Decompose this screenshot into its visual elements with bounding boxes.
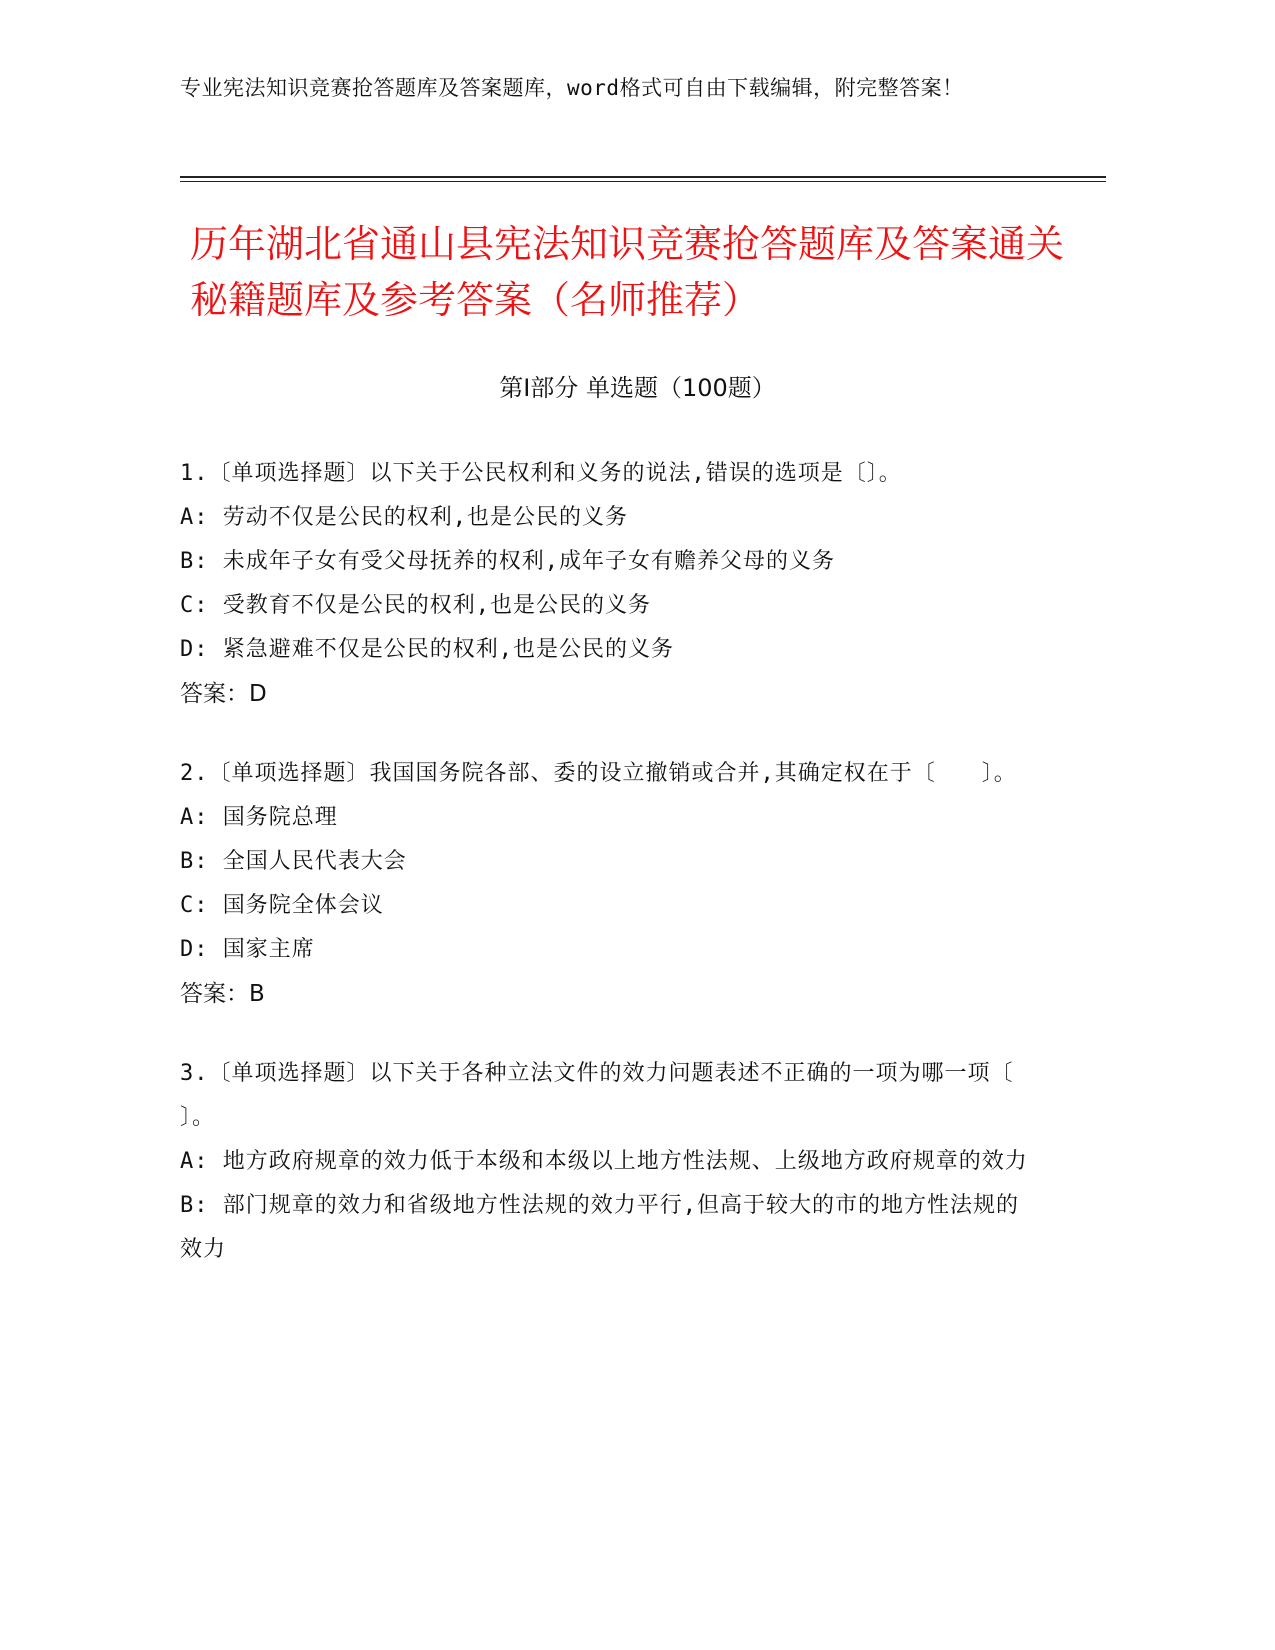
header-note: 专业宪法知识竞赛抢答题库及答案题库，word格式可自由下载编辑，附完整答案！	[180, 76, 964, 100]
header-rule-thick	[180, 176, 1106, 178]
question-stem: 1.〔单项选择题〕以下关于公民权利和义务的说法,错误的选项是〔〕。	[180, 461, 902, 486]
option-d: D: 国家主席	[180, 937, 315, 962]
option-a: A: 地方政府规章的效力低于本级和本级以上地方性法规、上级地方政府规章的效力	[180, 1149, 1028, 1174]
section-title: 第Ⅰ部分 单选题（100题）	[499, 374, 776, 402]
option-d: D: 紧急避难不仅是公民的权利,也是公民的义务	[180, 637, 674, 662]
question-2	[180, 752, 1040, 1016]
question-stem: 3.〔单项选择题〕以下关于各种立法文件的效力问题表述不正确的一项为哪一项〔 〕。	[180, 1061, 1060, 1130]
answer-text: 答案：D	[180, 681, 267, 707]
option-b: B: 部门规章的效力和省级地方性法规的效力平行,但高于较大的市的地方性法规的效力	[180, 1193, 1019, 1262]
option-b: B: 全国人民代表大会	[180, 849, 407, 874]
question-1	[180, 452, 1040, 716]
document-title: 历年湖北省通山县宪法知识竞赛抢答题库及答案通关秘籍题库及参考答案（名师推荐）	[190, 222, 1065, 322]
option-c: C: 国务院全体会议	[180, 893, 384, 918]
question-stem: 2.〔单项选择题〕我国国务院各部、委的设立撤销或合并,其确定权在于〔 〕。	[180, 761, 1017, 786]
option-a: A: 国务院总理	[180, 805, 338, 830]
header-rule-thin	[180, 181, 1106, 182]
answer-text: 答案：B	[180, 981, 265, 1007]
option-a: A: 劳动不仅是公民的权利,也是公民的义务	[180, 505, 628, 530]
option-c: C: 受教育不仅是公民的权利,也是公民的义务	[180, 593, 651, 618]
question-3	[180, 1052, 1060, 1272]
option-b: B: 未成年子女有受父母抚养的权利,成年子女有赡养父母的义务	[180, 549, 835, 574]
question-list	[180, 452, 1060, 1308]
